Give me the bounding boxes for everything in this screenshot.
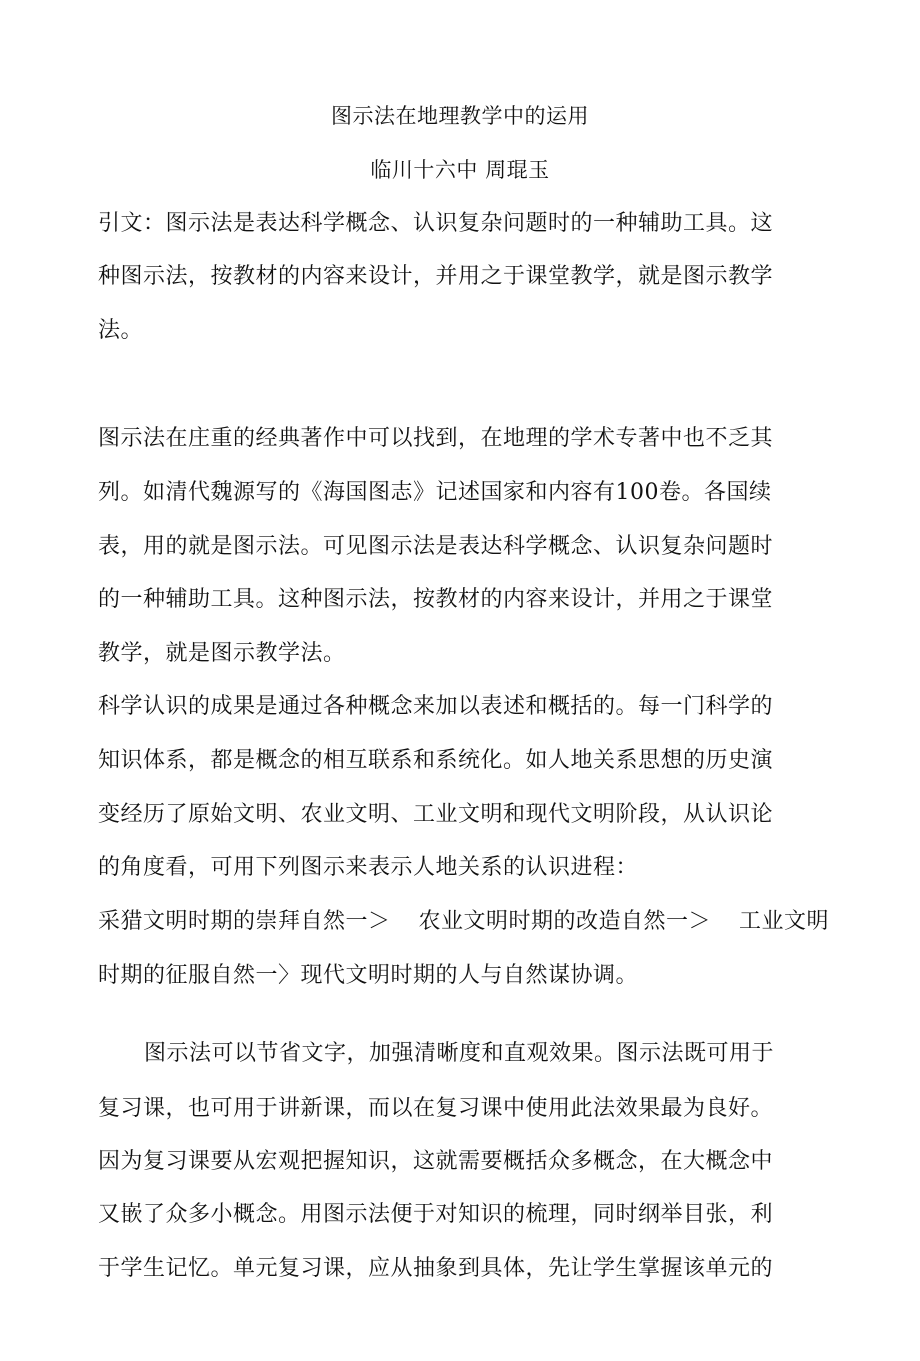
paragraph-line: 变经历了原始文明、农业文明、工业文明和现代文明阶段，从认识论 xyxy=(98,802,774,827)
paragraph-line: 复习课，也可用于讲新课，而以在复习课中使用此法效果最为良好。 xyxy=(98,1096,774,1121)
intro-line: 引文：图示法是表达科学概念、认识复杂问题时的一种辅助工具。这 xyxy=(98,211,774,236)
paragraph-line: 的角度看，可用下列图示来表示人地关系的认识进程： xyxy=(98,855,639,880)
paragraph-line: 科学认识的成果是通过各种概念来加以表述和概括的。每一门科学的 xyxy=(98,694,774,719)
sequence-step: 采猎文明时期的崇拜自然一＞ xyxy=(98,909,391,934)
paragraph-line: 图示法在庄重的经典著作中可以找到，在地理的学术专著中也不乏其 xyxy=(98,426,774,451)
intro-line: 种图示法，按教材的内容来设计，并用之于课堂教学，就是图示教学 xyxy=(98,264,774,289)
paragraph-line: 因为复习课要从宏观把握知识，这就需要概括众多概念，在大概念中 xyxy=(98,1149,774,1174)
paragraph-line: 表，用的就是图示法。可见图示法是表达科学概念、认识复杂问题时 xyxy=(98,534,774,559)
author-line: 临川十六中 周琨玉 xyxy=(370,158,550,182)
paragraph-line: 又嵌了众多小概念。用图示法便于对知识的梳理，同时纲举目张，利 xyxy=(98,1202,774,1227)
intro-line: 法。 xyxy=(98,318,144,343)
sequence-line: 时期的征服自然一〉现代文明时期的人与自然谋协调。 xyxy=(98,963,639,988)
paragraph-line: 列。如清代魏源写的《海国图志》记述国家和内容有100卷。各国续 xyxy=(98,480,772,505)
paragraph-line: 图示法可以节省文字，加强清晰度和直观效果。图示法既可用于 xyxy=(144,1041,775,1066)
paragraph-line: 的一种辅助工具。这种图示法，按教材的内容来设计，并用之于课堂 xyxy=(98,587,774,612)
sequence-step: 工业文明 xyxy=(739,909,830,934)
paragraph-line: 知识体系，都是概念的相互联系和系统化。如人地关系思想的历史演 xyxy=(98,748,774,773)
paragraph-line: 教学，就是图示教学法。 xyxy=(98,641,346,666)
sequence-step: 农业文明时期的改造自然一＞ xyxy=(418,909,712,934)
sequence-line xyxy=(98,908,829,936)
document-title: 图示法在地理教学中的运用 xyxy=(331,104,589,128)
paragraph-line: 于学生记忆。单元复习课，应从抽象到具体，先让学生掌握该单元的 xyxy=(98,1256,774,1281)
